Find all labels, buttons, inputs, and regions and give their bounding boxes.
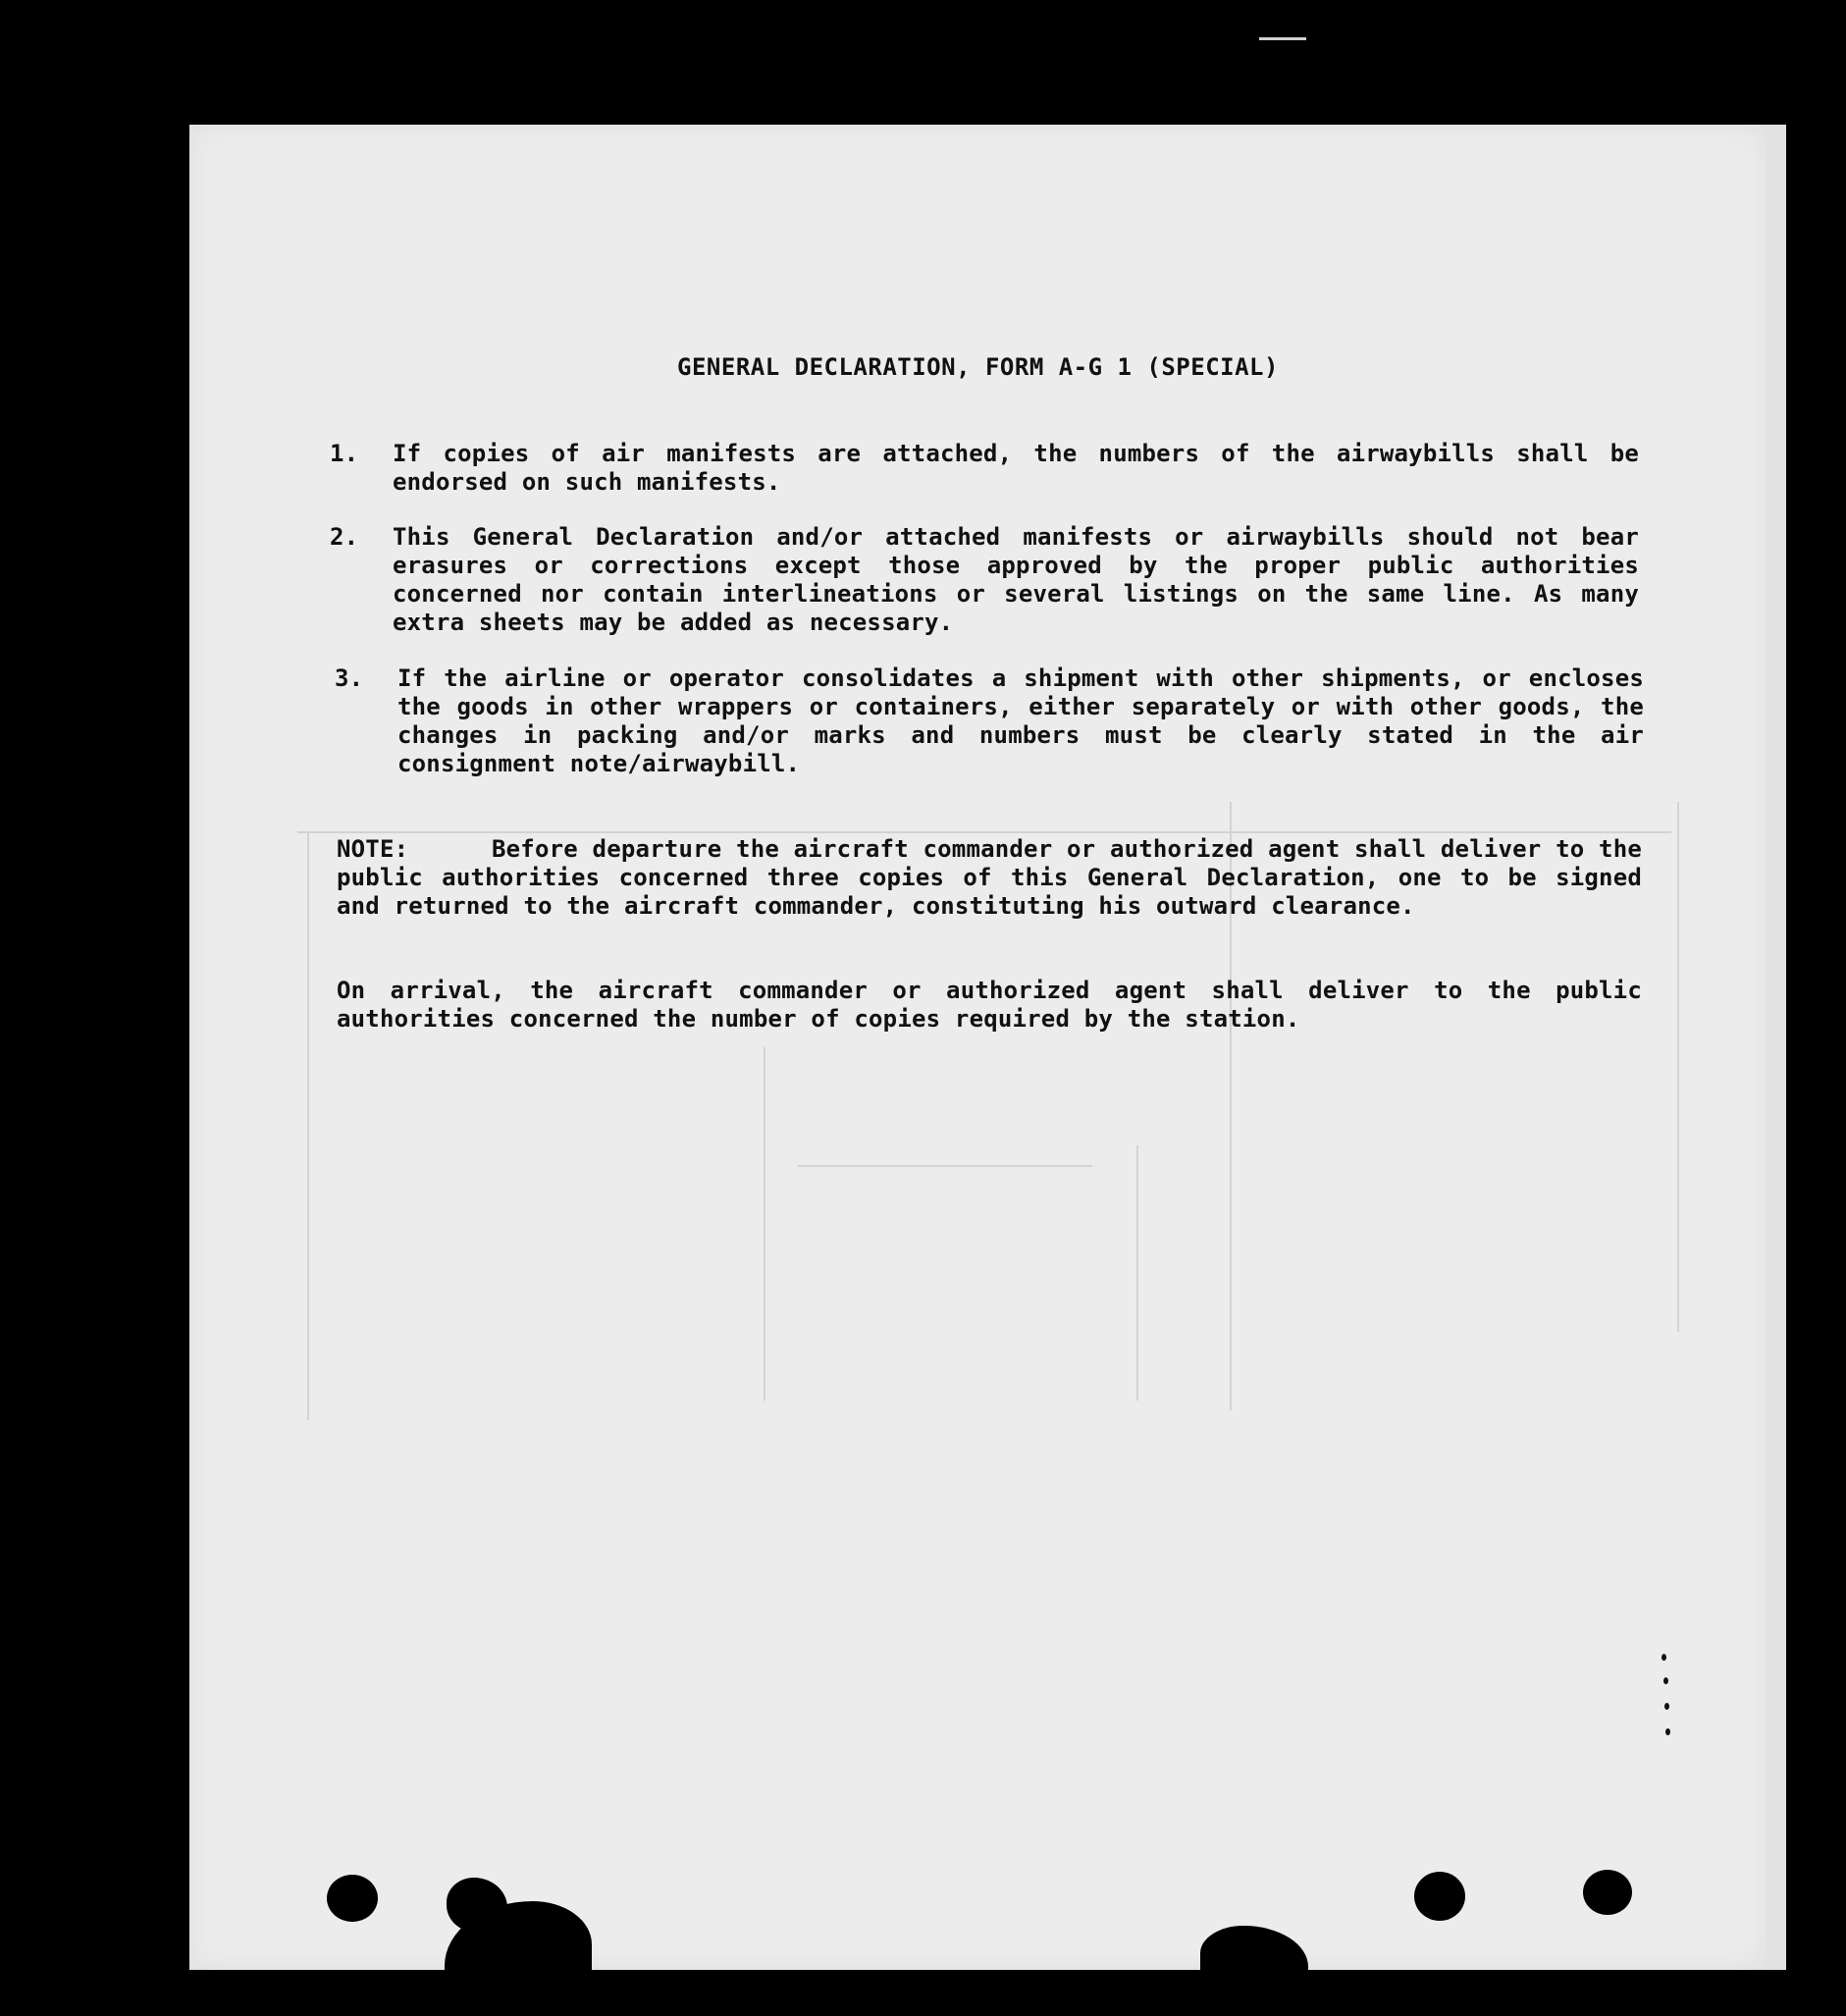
note-paragraph <box>337 835 1642 921</box>
document-title: GENERAL DECLARATION, FORM A-G 1 (SPECIAL) <box>677 353 1279 381</box>
bleed-through-line <box>1677 802 1679 1332</box>
note-text: Before departure the aircraft commander or authorized agent shall deliver to the public authorities concerned three copies of this General Declaration, one to be signed and returned to the aircraft commander, constituting his outward clearance. <box>337 835 1642 920</box>
margin-speck <box>1665 1728 1670 1735</box>
arrival-paragraph: On arrival, the aircraft commander or authorized agent shall deliver to the public authorities concerned the number of copies required by the station. <box>337 977 1642 1033</box>
punch-hole <box>1414 1872 1465 1921</box>
margin-speck <box>1663 1677 1668 1684</box>
item-text: If copies of air manifests are attached, the numbers of the airwaybills shall be endorsed on such manifests. <box>393 440 1639 496</box>
bleed-through-line <box>297 831 1671 833</box>
punch-hole <box>327 1875 378 1922</box>
item-text: If the airline or operator consolidates a shipment with other shipments, or encloses the goods in other wrappers or containers, either separately or with other goods, the changes in packing and/or marks and numbers must be clearly stated in the air consignment note/airwaybill. <box>397 664 1644 777</box>
bleed-through-line <box>1136 1145 1138 1401</box>
punch-hole <box>1583 1870 1632 1915</box>
item-text: This General Declaration and/or attached manifests or airwaybills should not bear erasures or corrections except those approved by the proper public authorities concerned nor contain interlineations or several listings on the same line. As many extra sheets may be added as necessary. <box>393 523 1639 636</box>
bleed-through-line <box>307 831 309 1420</box>
page-edge-strip <box>1767 125 1786 1970</box>
margin-speck <box>1664 1703 1669 1710</box>
item-number: 3. <box>335 664 364 692</box>
bleed-through-line <box>798 1165 1092 1167</box>
margin-speck <box>1661 1654 1666 1661</box>
scan-edge-mark <box>1259 37 1306 40</box>
item-number: 1. <box>330 440 359 467</box>
item-number: 2. <box>330 523 359 551</box>
note-label: NOTE: <box>337 835 409 863</box>
document-page <box>189 125 1767 1970</box>
torn-damage <box>1200 1926 1308 1994</box>
bleed-through-line <box>764 1047 765 1401</box>
